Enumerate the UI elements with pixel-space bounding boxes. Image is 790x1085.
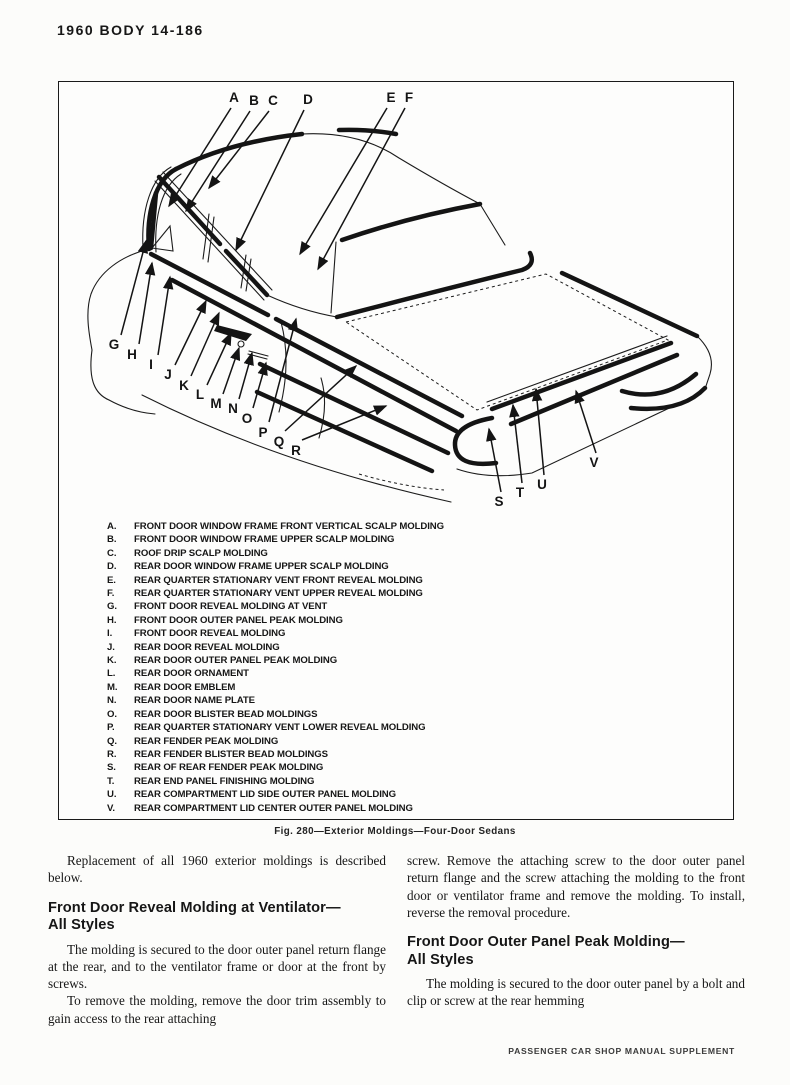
left-column	[48, 852, 386, 1027]
callout-arrow-o	[253, 363, 266, 408]
callout-letter-f: F	[404, 90, 414, 105]
figure-caption: Fig. 280—Exterior Moldings—Four-Door Sedans	[274, 826, 516, 837]
callout-arrow-h	[139, 263, 152, 344]
molding-legend	[107, 520, 707, 815]
legend-item: O. REAR DOOR BLISTER BEAD MOLDINGS	[107, 708, 318, 720]
callout-letter-l: L	[195, 387, 205, 402]
article-body	[48, 852, 745, 1027]
callout-arrow-l	[207, 333, 231, 385]
callout-letter-v: V	[589, 455, 599, 470]
callout-letter-r: R	[291, 443, 301, 458]
callout-arrow-a	[169, 108, 231, 206]
callout-arrow-t	[513, 405, 522, 483]
callout-arrow-m	[223, 348, 239, 394]
legend-item: T. REAR END PANEL FINISHING MOLDING	[107, 775, 315, 787]
legend-item: D. REAR DOOR WINDOW FRAME UPPER SCALP MOLDING	[107, 561, 389, 573]
molding-strokes	[148, 130, 705, 471]
callout-letter-u: U	[537, 477, 547, 492]
callout-arrow-j	[175, 301, 206, 365]
callout-letter-e: E	[386, 90, 396, 105]
legend-item: S. REAR OF REAR FENDER PEAK MOLDING	[107, 762, 324, 774]
callout-letter-b: B	[249, 93, 259, 108]
legend-item: E. REAR QUARTER STATIONARY VENT FRONT REVEAL MOLDING	[107, 574, 423, 586]
callout-letters	[109, 90, 599, 509]
callout-letter-o: O	[241, 411, 253, 426]
paragraph: To remove the molding, remove the door trim assembly to gain access to the rear attaching	[48, 993, 386, 1026]
callout-letter-n: N	[228, 401, 238, 416]
page-footer: PASSENGER CAR SHOP MANUAL SUPPLEMENT	[508, 1046, 735, 1056]
legend-item: A. FRONT DOOR WINDOW FRAME FRONT VERTICAL SCALP MOLDING	[107, 521, 444, 532]
legend-item: H. FRONT DOOR OUTER PANEL PEAK MOLDING	[107, 614, 343, 626]
legend-item: V. REAR COMPARTMENT LID CENTER OUTER PANEL MOLDING	[107, 802, 413, 814]
legend-item: P. REAR QUARTER STATIONARY VENT LOWER REVEAL MOLDING	[107, 722, 426, 734]
legend-item: J. REAR DOOR REVEAL MOLDING	[107, 641, 280, 653]
legend-item: G. FRONT DOOR REVEAL MOLDING AT VENT	[107, 601, 328, 613]
page-title: 1960 BODY 14-186	[57, 22, 204, 38]
legend-item: K. REAR DOOR OUTER PANEL PEAK MOLDING	[107, 655, 338, 667]
legend-item: F. REAR QUARTER STATIONARY VENT UPPER REVEAL MOLDING	[107, 588, 423, 600]
legend-item: U. REAR COMPARTMENT LID SIDE OUTER PANEL MOLDING	[107, 789, 396, 801]
callout-arrow-i	[158, 277, 170, 355]
car-body-outline	[88, 134, 712, 502]
paragraph: The molding is secured to the door outer panel return flange at the rear, and to the ventilator frame or door at the front by screws.	[48, 941, 386, 992]
figure-280	[58, 81, 734, 820]
callout-letter-k: K	[179, 378, 189, 393]
right-column	[407, 852, 745, 1027]
legend-item: N. REAR DOOR NAME PLATE	[107, 695, 255, 707]
callout-letter-g: G	[108, 337, 120, 352]
exterior-moldings-diagram	[59, 82, 733, 518]
callout-letter-c: C	[268, 93, 278, 108]
paragraph: screw. Remove the attaching screw to the door outer panel return flange and the screw attaching the molding to the front door or ventilator frame and remove the molding. To install, reverse the removal procedure.	[407, 853, 745, 920]
callout-letter-m: M	[210, 396, 222, 411]
legend-item: M. REAR DOOR EMBLEM	[107, 681, 236, 693]
callout-letter-j: J	[164, 367, 172, 382]
callout-letter-p: P	[258, 425, 268, 440]
legend-item: R. REAR FENDER BLISTER BEAD MOLDINGS	[107, 748, 328, 760]
callout-arrow-r	[302, 406, 386, 440]
callout-arrow-n	[239, 353, 252, 399]
callout-letter-d: D	[303, 92, 313, 107]
callout-letter-q: Q	[273, 434, 285, 449]
callout-arrow-s	[489, 429, 501, 492]
section-heading: Front Door Outer Panel Peak Molding— All Styles	[407, 934, 685, 968]
callout-letter-s: S	[494, 494, 504, 509]
callout-letter-h: H	[127, 347, 137, 362]
legend-item: B. FRONT DOOR WINDOW FRAME UPPER SCALP MOLDING	[107, 534, 395, 546]
callout-arrows	[121, 108, 599, 492]
paragraph: Replacement of all 1960 exterior moldings is described below.	[48, 853, 386, 886]
callout-letter-t: T	[515, 485, 525, 500]
callout-letter-a: A	[229, 90, 239, 105]
legend-item: I. FRONT DOOR REVEAL MOLDING	[107, 628, 286, 640]
callout-arrow-v	[576, 391, 596, 453]
legend-item: Q. REAR FENDER PEAK MOLDING	[107, 735, 279, 747]
legend-item: L. REAR DOOR ORNAMENT	[107, 668, 249, 680]
callout-arrow-d	[236, 110, 304, 250]
legend-item: C. ROOF DRIP SCALP MOLDING	[107, 547, 268, 559]
paragraph: The molding is secured to the door outer panel by a bolt and clip or screw at the rear hemming	[407, 976, 745, 1009]
callout-letter-i: I	[149, 357, 153, 372]
callout-arrow-u	[536, 389, 544, 475]
section-heading: Front Door Reveal Molding at Ventilator— All Styles	[48, 899, 341, 934]
